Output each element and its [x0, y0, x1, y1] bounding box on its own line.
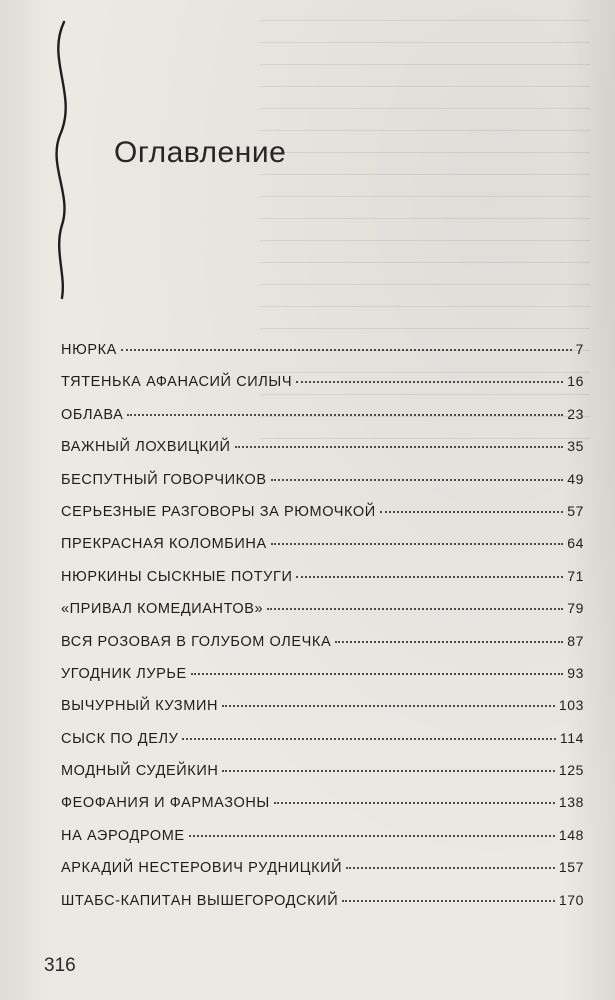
toc-entry — [61, 730, 584, 762]
dot-leader — [296, 381, 563, 383]
toc-entry-page: 64 — [567, 535, 584, 552]
toc-entry — [61, 633, 584, 665]
toc-entry-title: ПРЕКРАСНАЯ КОЛОМБИНА — [61, 536, 267, 553]
dot-leader — [335, 641, 563, 643]
toc-entry — [61, 762, 584, 794]
dot-leader — [342, 900, 555, 902]
toc-entry-title: СЫСК ПО ДЕЛУ — [61, 730, 179, 747]
toc-entry — [61, 535, 584, 567]
toc-entry-page: 35 — [567, 438, 584, 455]
toc-entry-page: 87 — [567, 632, 584, 649]
toc-entry-title: ШТАБС-КАПИТАН ВЫШЕГОРОДСКИЙ — [61, 892, 339, 909]
toc-entry — [61, 373, 584, 405]
toc-entry-title: «ПРИВАЛ КОМЕДИАНТОВ» — [61, 601, 264, 618]
toc-entry — [61, 697, 584, 729]
toc-entry — [61, 794, 584, 826]
toc-entry — [61, 665, 584, 697]
toc-entry-page: 138 — [558, 794, 584, 811]
toc-entry-title: ВЫЧУРНЫЙ КУЗМИН — [61, 698, 219, 715]
toc-entry-title: УГОДНИК ЛУРЬЕ — [61, 665, 187, 682]
toc-entry — [61, 827, 584, 859]
toc-entry-title: ТЯТЕНЬКА АФАНАСИЙ СИЛЫЧ — [61, 374, 293, 391]
toc-entry-title: АРКАДИЙ НЕСТЕРОВИЧ РУДНИЦКИЙ — [61, 860, 343, 877]
dot-leader — [274, 802, 555, 804]
toc-entry-title: НЮРКА — [61, 342, 117, 358]
toc-entry — [61, 406, 584, 438]
toc-entry-title: ВАЖНЫЙ ЛОХВИЦКИЙ — [61, 439, 231, 456]
toc-entry-title: ВСЯ РОЗОВАЯ В ГОЛУБОМ ОЛЕЧКА — [61, 633, 332, 650]
toc-entry-page: 93 — [567, 664, 584, 681]
toc-entry-title: НЮРКИНЫ СЫСКНЫЕ ПОТУГИ — [61, 568, 293, 585]
dot-leader — [346, 867, 555, 869]
toc-entry — [61, 600, 584, 632]
toc-entry — [61, 859, 584, 891]
toc-entry-title: СЕРЬЕЗНЫЕ РАЗГОВОРЫ ЗА РЮМОЧКОЙ — [61, 503, 376, 520]
toc-entry-page: 114 — [559, 729, 584, 746]
toc-entry-title: ФЕОФАНИЯ И ФАРМАЗОНЫ — [61, 795, 270, 812]
decorative-swirl-icon — [42, 20, 82, 300]
page-number: 316 — [44, 955, 76, 976]
toc-entry-page: 23 — [567, 405, 584, 422]
toc-entry-title: ОБЛАВА — [61, 406, 124, 423]
toc-entry — [61, 341, 584, 373]
table-of-contents — [61, 341, 584, 924]
dot-leader — [380, 511, 563, 513]
toc-entry-title: НА АЭРОДРОМЕ — [61, 827, 185, 844]
toc-entry-page: 125 — [558, 762, 584, 779]
toc-entry-page: 157 — [558, 859, 584, 876]
toc-entry-page: 57 — [567, 502, 584, 519]
dot-leader — [121, 349, 572, 351]
toc-entry-page: 79 — [567, 600, 584, 617]
toc-entry-page: 7 — [575, 341, 584, 357]
dot-leader — [235, 446, 564, 448]
toc-entry-page: 16 — [567, 373, 584, 390]
toc-entry — [61, 471, 584, 503]
dot-leader — [267, 608, 563, 610]
dot-leader — [182, 738, 555, 740]
toc-entry — [61, 438, 584, 470]
toc-entry-page: 148 — [558, 826, 584, 843]
toc-entry-page: 71 — [567, 567, 584, 584]
toc-entry — [61, 568, 584, 600]
dot-leader — [271, 479, 564, 481]
page-title: Оглавление — [114, 136, 287, 169]
toc-entry-page: 170 — [558, 891, 584, 908]
toc-entry — [61, 892, 584, 924]
toc-entry-page: 49 — [567, 470, 584, 487]
dot-leader — [222, 705, 555, 707]
toc-entry — [61, 503, 584, 535]
dot-leader — [127, 414, 563, 416]
dot-leader — [271, 543, 563, 545]
dot-leader — [296, 576, 563, 578]
toc-entry-title: МОДНЫЙ СУДЕЙКИН — [61, 763, 219, 780]
toc-entry-title: БЕСПУТНЫЙ ГОВОРЧИКОВ — [61, 471, 267, 488]
dot-leader — [222, 770, 554, 772]
dot-leader — [191, 673, 563, 675]
toc-entry-page: 103 — [558, 697, 584, 714]
dot-leader — [189, 835, 555, 837]
